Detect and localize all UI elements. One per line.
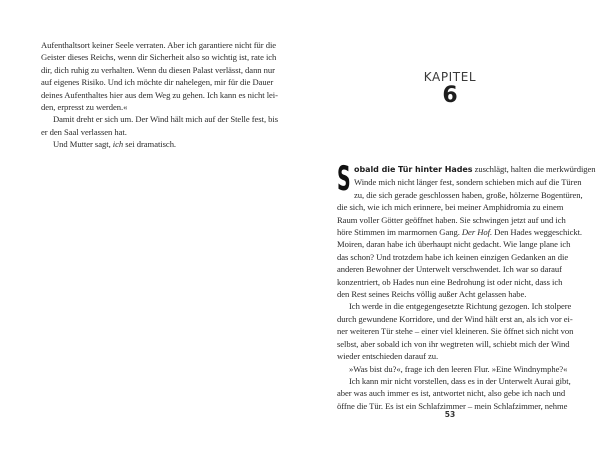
text-line: durch gewundene Korridore, und der Wind hält erst an, als ich vor ei- (337, 313, 573, 324)
text-line: zu, die sich gerade geschlossen haben, große, hölzerne Bogentüren, (354, 189, 583, 200)
text-line: Ich kann mir nicht vorstellen, dass es in der Unterwelt Aurai gibt, (349, 375, 571, 386)
text-line: Winde mich nicht länger fest, sondern schieben mich auf die Türen (354, 177, 582, 188)
right-page-text (337, 159, 596, 412)
text-line: den Rest seines Reichs völlig außer Acht gelassen habe. (337, 289, 527, 300)
text-run: zuschlägt, halten die merkwürdigen (472, 164, 596, 174)
text-line: die sich, wie ich mich erinnere, bei meiner Amphidromia zu einem (337, 202, 564, 213)
text-line: dir, dich ruhig zu verhalten. Wenn du diesen Palast verlässt, dann nur (41, 64, 275, 75)
text-line: den, erpresst zu werden.« (41, 102, 128, 113)
text-run: Und Mutter sagt, (53, 139, 113, 150)
text-line: öffne die Tür. Es ist ein Schlafzimmer – mein Schlafzimmer, nehme (337, 400, 568, 411)
lead-in-bold: obald die Tür hinter Hades (354, 165, 473, 174)
text-line: auf eigenes Risiko. Und ich möchte dir nahelegen, mir für die Dauer (41, 77, 274, 88)
paragraph (337, 300, 574, 362)
chapter-number: 6 (442, 83, 458, 108)
text-line: ner weiteren Tür stehe – einer viel kleineren. Sie öffnet sich nicht von (337, 326, 574, 337)
text-run: sei dramatisch. (123, 139, 177, 150)
paragraph (41, 39, 278, 113)
text-line: Geister dieses Reichs, wenn dir Sicherheit also so wichtig ist, rate ich (41, 52, 277, 63)
chapter-label: KAPITEL (423, 70, 477, 84)
paragraph (337, 375, 571, 412)
text-line: konzentriert, ob Hades nun eine Bedrohung ist oder nicht, dass ich (337, 276, 563, 287)
page-number: 53 (444, 410, 456, 419)
emphasis-text: Der Hof. (461, 227, 493, 238)
text-line: deines Aufenthaltes hier aus dem Weg zu gehen. Ich kann es nicht lei- (41, 89, 278, 100)
text-line: selbst, aber sobald ich von ihr wegtreten will, schiebt mich der Wind (337, 338, 570, 349)
text-line: »Was bist du?«, frage ich den leeren Flur. »Eine Windnymphe?« (349, 363, 568, 374)
paragraph (41, 113, 279, 138)
text-line: Moiren, daran habe ich überhaupt nicht gedacht. Wie lange plane ich (337, 239, 571, 250)
text-run: Den Hades weggeschickt. (492, 227, 583, 238)
text-line: wieder entschieden darauf zu. (337, 351, 439, 362)
text-line: Damit dreht er sich um. Der Wind hält mich auf der Stelle fest, bis (53, 114, 279, 125)
paragraph (41, 138, 265, 150)
text-line: er den Saal verlassen hat. (41, 126, 127, 137)
text-line: aber was auch immer es ist, antwortet nicht, also gebe ich nach und (337, 388, 566, 399)
text-line: Ich werde in die entgegengesetzte Richtung gezogen. Ich stolpere (349, 301, 572, 312)
text-line: anderen Bewohner der Unterwelt verschwendet. Ich war so darauf (337, 264, 562, 275)
text-line: das schon? Und trotzdem habe ich keinen einzigen Gedanken an die (337, 251, 569, 262)
text-line (41, 138, 265, 150)
emphasis-text: ich (112, 139, 124, 150)
text-line: Aufenthaltsort keiner Seele verraten. Aber ich garantiere nicht für die (41, 40, 277, 50)
text-line (337, 163, 596, 176)
drop-cap: S (337, 159, 351, 199)
left-page-text (41, 39, 279, 151)
paragraph (337, 363, 568, 375)
text-line (337, 226, 583, 238)
text-line: Raum voller Götter geöffnet haben. Sie schwingen jetzt auf und ich (337, 214, 566, 225)
paragraph (337, 159, 596, 300)
right-page (300, 0, 600, 454)
text-run: höre Stimmen im marmornen Gang. (337, 227, 462, 238)
